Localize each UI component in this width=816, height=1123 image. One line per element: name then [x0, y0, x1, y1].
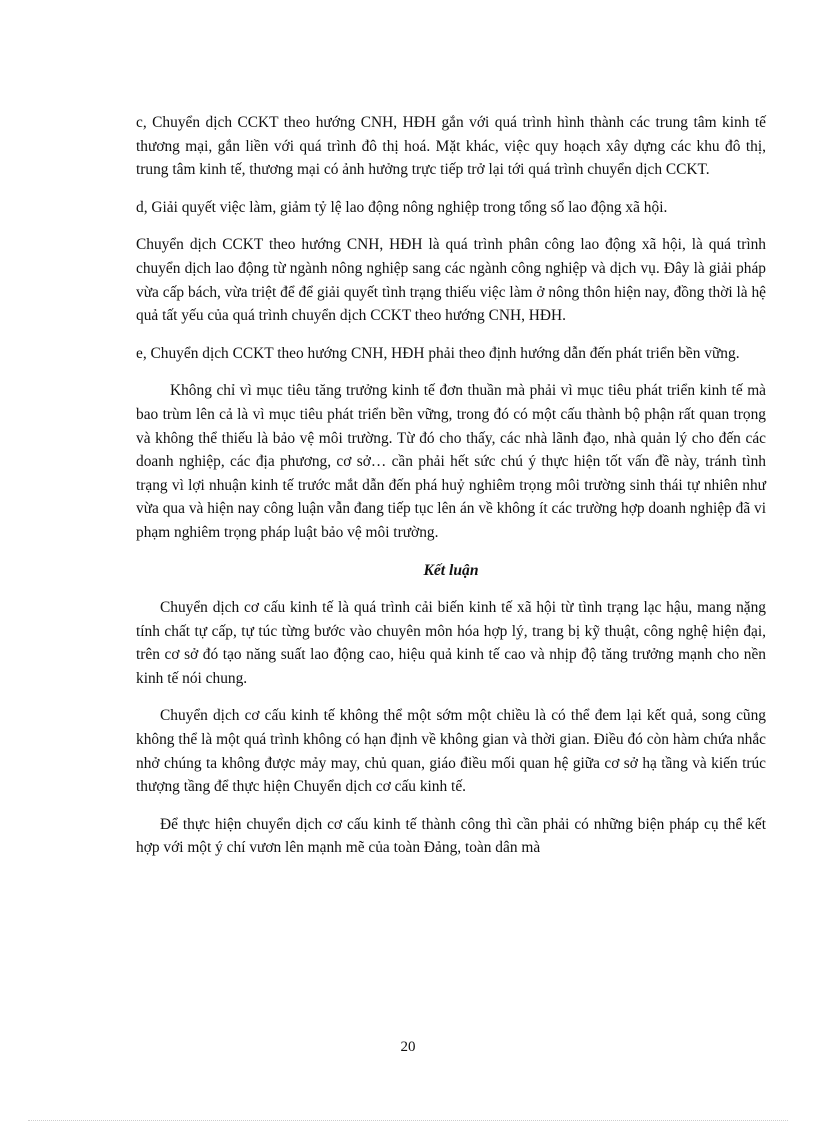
paragraph-conclusion-1: Chuyển dịch cơ cấu kinh tế là quá trình cải biến kinh tế xã hội từ tình trạng lạc hậu, mang nặng tính chất tự cấp, tự túc từng bước vào chuyên môn hóa hợp lý, trang bị kỹ thuật, công nghệ hiện đại, trên cơ sở đó tạo năng suất lao động cao, hiệu quả kinh tế cao và nhịp độ tăng trưởng mạnh cho nền kinh tế nói chung.	[136, 599, 766, 687]
paragraph-labor-shift: Chuyển dịch CCKT theo hướng CNH, HĐH là quá trình phân công lao động xã hội, là quá trình chuyển dịch lao động từ ngành nông nghiệp sang các ngành công nghiệp và dịch vụ. Đây là giải pháp vừa cấp bách, vừa triệt để để giải quyết tình trạng thiếu việc làm ở nông thôn hiện nay, đồng thời là hệ quả tất yếu của quá trình chuyển dịch CCKT theo hướng CNH, HĐH.	[136, 236, 766, 325]
paragraph-c: c, Chuyển dịch CCKT theo hướng CNH, HĐH gắn với quá trình hình thành các trung tâm kinh tế thương mại, gắn liền với quá trình đô thị hoá. Mặt khác, việc quy hoạch xây dựng các khu đô thị, trung tâm kinh tế, thương mại có ảnh hưởng trực tiếp trở lại tới quá trình chuyển dịch CCKT.	[136, 114, 766, 179]
section-heading-conclusion: Kết luận	[423, 561, 479, 579]
page-body	[136, 111, 766, 874]
paragraph-d: d, Giải quyết việc làm, giảm tỷ lệ lao động nông nghiệp trong tổng số lao động xã hội.	[136, 198, 668, 216]
paragraph-e: e, Chuyển dịch CCKT theo hướng CNH, HĐH phải theo định hướng dẫn đến phát triển bền vững.	[136, 344, 740, 362]
page-bottom-divider	[28, 1120, 788, 1121]
page-number: 20	[400, 1039, 416, 1055]
paragraph-sustainable-development: Không chỉ vì mục tiêu tăng trưởng kinh tế đơn thuần mà phải vì mục tiêu phát triển kinh tế mà bao trùm lên cả là vì mục tiêu phát triển bền vững, trong đó có một cấu thành bộ phận rất quan trọng và không thể thiếu là bảo vệ môi trường. Từ đó cho thấy, các nhà lãnh đạo, nhà quản lý cho đến các doanh nghiệp, các địa phương, cơ sở… cần phải hết sức chú ý thực hiện tốt vấn đề này, tránh tình trạng vì lợi nhuận kinh tế trước mắt dẫn đến phá huỷ nghiêm trọng môi trường sinh thái tự nhiên như vừa qua và hiện nay công luận vẫn đang tiếp tục lên án về không ít các trường hợp doanh nghiệp đã vi phạm nghiêm trọng pháp luật bảo vệ môi trường.	[136, 382, 766, 541]
paragraph-conclusion-2: Chuyển dịch cơ cấu kinh tế không thể một sớm một chiều là có thể đem lại kết quả, song cũng không thể là một quá trình không có hạn định về không gian và thời gian. Điều đó còn hàm chứa nhắc nhở chúng ta không được mảy may, chủ quan, giáo điều mối quan hệ giữa cơ sở hạ tầng và kiến trúc thượng tầng để thực hiện Chuyển dịch cơ cấu kinh tế.	[136, 707, 766, 796]
paragraph-conclusion-3: Để thực hiện chuyển dịch cơ cấu kinh tế thành công thì cần phải có những biện pháp cụ thể kết hợp với một ý chí vươn lên mạnh mẽ của toàn Đảng, toàn dân mà	[136, 815, 766, 857]
